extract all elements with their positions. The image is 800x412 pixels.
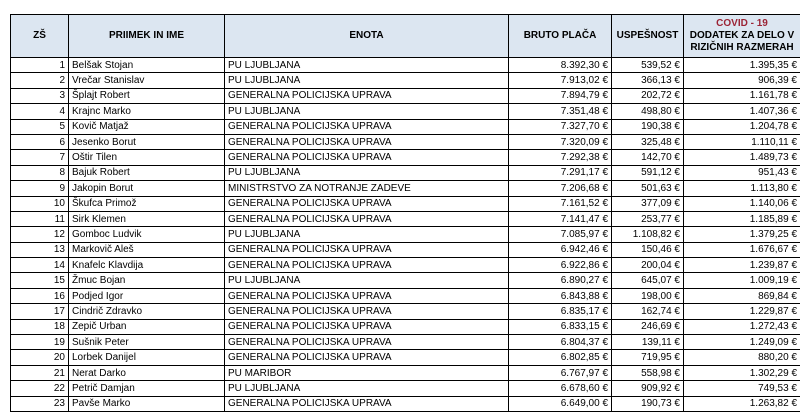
unit-name: GENERALNA POLICIJSKA UPRAVA [225, 211, 509, 226]
employee-name: Bajuk Robert [69, 165, 225, 180]
covid-allowance-value: 1.379,25 € [684, 227, 800, 242]
covid-allowance-value: 1.489,73 € [684, 150, 800, 165]
row-number: 17 [11, 304, 69, 319]
uspesnost-value: 498,80 € [612, 104, 684, 119]
employee-name: Jesenko Borut [69, 134, 225, 149]
bruto-value: 6.942,46 € [509, 242, 612, 257]
employee-name: Sušnik Peter [69, 335, 225, 350]
unit-name: PU LJUBLJANA [225, 104, 509, 119]
covid-allowance-value: 1.263,82 € [684, 396, 800, 411]
bruto-value: 7.320,09 € [509, 134, 612, 149]
table-row [11, 335, 800, 350]
unit-name: PU LJUBLJANA [225, 273, 509, 288]
uspesnost-value: 719,95 € [612, 350, 684, 365]
employee-name: Belšak Stojan [69, 58, 225, 73]
uspesnost-value: 200,04 € [612, 258, 684, 273]
unit-name: GENERALNA POLICIJSKA UPRAVA [225, 319, 509, 334]
table-row [11, 104, 800, 119]
unit-name: PU LJUBLJANA [225, 73, 509, 88]
row-number: 14 [11, 258, 69, 273]
uspesnost-value: 198,00 € [612, 288, 684, 303]
unit-name: PU LJUBLJANA [225, 381, 509, 396]
unit-name: PU LJUBLJANA [225, 227, 509, 242]
header-unit: ENOTA [225, 15, 509, 58]
employee-name: Oštir Tilen [69, 150, 225, 165]
bruto-value: 7.161,52 € [509, 196, 612, 211]
uspesnost-value: 150,46 € [612, 242, 684, 257]
table-row [11, 58, 800, 73]
employee-name: Kovič Matjaž [69, 119, 225, 134]
employee-name: Krajnc Marko [69, 104, 225, 119]
row-number: 19 [11, 335, 69, 350]
table-row [11, 134, 800, 149]
uspesnost-value: 190,73 € [612, 396, 684, 411]
row-number: 11 [11, 211, 69, 226]
bruto-value: 7.292,38 € [509, 150, 612, 165]
unit-name: GENERALNA POLICIJSKA UPRAVA [225, 396, 509, 411]
covid-allowance-value: 1.407,36 € [684, 104, 800, 119]
unit-name: GENERALNA POLICIJSKA UPRAVA [225, 288, 509, 303]
table-row [11, 381, 800, 396]
uspesnost-value: 246,69 € [612, 319, 684, 334]
bruto-value: 6.678,60 € [509, 381, 612, 396]
bruto-value: 7.085,97 € [509, 227, 612, 242]
table-row [11, 73, 800, 88]
covid-allowance-value: 1.302,29 € [684, 365, 800, 380]
uspesnost-value: 501,63 € [612, 181, 684, 196]
unit-name: PU LJUBLJANA [225, 165, 509, 180]
bruto-value: 6.890,27 € [509, 273, 612, 288]
uspesnost-value: 190,38 € [612, 119, 684, 134]
covid-allowance-value: 869,84 € [684, 288, 800, 303]
header-zs: ZŠ [11, 15, 69, 58]
covid-allowance-value: 951,43 € [684, 165, 800, 180]
header-row [11, 15, 800, 58]
salary-table-sheet [10, 14, 800, 412]
covid-allowance-value: 1.185,89 € [684, 211, 800, 226]
row-number: 15 [11, 273, 69, 288]
covid-allowance-value: 1.676,67 € [684, 242, 800, 257]
uspesnost-value: 377,09 € [612, 196, 684, 211]
employee-name: Markovič Aleš [69, 242, 225, 257]
employee-name: Knafelc Klavdija [69, 258, 225, 273]
employee-name: Žmuc Bojan [69, 273, 225, 288]
unit-name: GENERALNA POLICIJSKA UPRAVA [225, 196, 509, 211]
covid-allowance-value: 1.249,09 € [684, 335, 800, 350]
table-row [11, 273, 800, 288]
table-row [11, 304, 800, 319]
uspesnost-value: 909,92 € [612, 381, 684, 396]
header-name: PRIIMEK IN IME [69, 15, 225, 58]
employee-name: Nerat Darko [69, 365, 225, 380]
row-number: 16 [11, 288, 69, 303]
uspesnost-value: 366,13 € [612, 73, 684, 88]
header-uspesnost: USPEŠNOST [612, 15, 684, 58]
row-number: 18 [11, 319, 69, 334]
bruto-value: 6.833,15 € [509, 319, 612, 334]
header-bruto: BRUTO PLAČA [509, 15, 612, 58]
bruto-value: 7.291,17 € [509, 165, 612, 180]
bruto-value: 8.392,30 € [509, 58, 612, 73]
employee-name: Jakopin Borut [69, 181, 225, 196]
row-number: 22 [11, 381, 69, 396]
unit-name: GENERALNA POLICIJSKA UPRAVA [225, 150, 509, 165]
row-number: 3 [11, 88, 69, 103]
table-row [11, 196, 800, 211]
employee-name: Cindrič Zdravko [69, 304, 225, 319]
table-row [11, 211, 800, 226]
bruto-value: 6.922,86 € [509, 258, 612, 273]
unit-name: GENERALNA POLICIJSKA UPRAVA [225, 88, 509, 103]
employee-name: Vrečar Stanislav [69, 73, 225, 88]
row-number: 20 [11, 350, 69, 365]
uspesnost-value: 558,98 € [612, 365, 684, 380]
employee-name: Lorbek Danijel [69, 350, 225, 365]
employee-name: Zepič Urban [69, 319, 225, 334]
uspesnost-value: 139,11 € [612, 335, 684, 350]
covid-allowance-value: 1.110,11 € [684, 134, 800, 149]
row-number: 9 [11, 181, 69, 196]
covid-allowance-value: 1.239,87 € [684, 258, 800, 273]
covid-allowance-value: 1.140,06 € [684, 196, 800, 211]
row-number: 10 [11, 196, 69, 211]
row-number: 23 [11, 396, 69, 411]
salary-table [10, 14, 800, 412]
uspesnost-value: 539,52 € [612, 58, 684, 73]
covid-allowance-value: 1.113,80 € [684, 181, 800, 196]
table-row [11, 181, 800, 196]
uspesnost-value: 253,77 € [612, 211, 684, 226]
unit-name: GENERALNA POLICIJSKA UPRAVA [225, 350, 509, 365]
unit-name: GENERALNA POLICIJSKA UPRAVA [225, 242, 509, 257]
unit-name: GENERALNA POLICIJSKA UPRAVA [225, 304, 509, 319]
employee-name: Gomboc Ludvik [69, 227, 225, 242]
bruto-value: 6.804,37 € [509, 335, 612, 350]
header-covid [684, 15, 800, 58]
bruto-value: 6.802,85 € [509, 350, 612, 365]
row-number: 4 [11, 104, 69, 119]
row-number: 13 [11, 242, 69, 257]
uspesnost-value: 1.108,82 € [612, 227, 684, 242]
row-number: 2 [11, 73, 69, 88]
covid-allowance-value: 1.204,78 € [684, 119, 800, 134]
employee-name: Podjed Igor [69, 288, 225, 303]
table-row [11, 350, 800, 365]
table-body [11, 58, 800, 412]
covid-allowance-value: 1.009,19 € [684, 273, 800, 288]
table-row [11, 258, 800, 273]
table-row [11, 227, 800, 242]
unit-name: PU MARIBOR [225, 365, 509, 380]
table-row [11, 88, 800, 103]
table-row [11, 242, 800, 257]
bruto-value: 6.835,17 € [509, 304, 612, 319]
table-row [11, 319, 800, 334]
bruto-value: 7.141,47 € [509, 211, 612, 226]
employee-name: Sirk Klemen [69, 211, 225, 226]
bruto-value: 6.767,97 € [509, 365, 612, 380]
covid-allowance-value: 1.229,87 € [684, 304, 800, 319]
uspesnost-value: 591,12 € [612, 165, 684, 180]
bruto-value: 6.649,00 € [509, 396, 612, 411]
uspesnost-value: 142,70 € [612, 150, 684, 165]
bruto-value: 7.913,02 € [509, 73, 612, 88]
uspesnost-value: 162,74 € [612, 304, 684, 319]
row-number: 21 [11, 365, 69, 380]
covid-allowance-value: 1.161,78 € [684, 88, 800, 103]
unit-name: GENERALNA POLICIJSKA UPRAVA [225, 335, 509, 350]
employee-name: Šplajt Robert [69, 88, 225, 103]
uspesnost-value: 645,07 € [612, 273, 684, 288]
row-number: 12 [11, 227, 69, 242]
bruto-value: 7.327,70 € [509, 119, 612, 134]
row-number: 5 [11, 119, 69, 134]
unit-name: GENERALNA POLICIJSKA UPRAVA [225, 119, 509, 134]
row-number: 8 [11, 165, 69, 180]
employee-name: Petrič Damjan [69, 381, 225, 396]
bruto-value: 7.206,68 € [509, 181, 612, 196]
uspesnost-value: 325,48 € [612, 134, 684, 149]
covid-allowance-value: 1.395,35 € [684, 58, 800, 73]
employee-name: Škufca Primož [69, 196, 225, 211]
table-row [11, 165, 800, 180]
row-number: 1 [11, 58, 69, 73]
uspesnost-value: 202,72 € [612, 88, 684, 103]
row-number: 6 [11, 134, 69, 149]
covid-allowance-value: 906,39 € [684, 73, 800, 88]
table-row [11, 365, 800, 380]
unit-name: GENERALNA POLICIJSKA UPRAVA [225, 258, 509, 273]
header-covid-subtitle: DODATEK ZA DELO V RIZIČNIH RAZMERAH [690, 30, 794, 53]
covid-allowance-value: 1.272,43 € [684, 319, 800, 334]
covid-allowance-value: 880,20 € [684, 350, 800, 365]
unit-name: PU LJUBLJANA [225, 58, 509, 73]
row-number: 7 [11, 150, 69, 165]
bruto-value: 7.894,79 € [509, 88, 612, 103]
unit-name: GENERALNA POLICIJSKA UPRAVA [225, 134, 509, 149]
bruto-value: 7.351,48 € [509, 104, 612, 119]
bruto-value: 6.843,88 € [509, 288, 612, 303]
table-row [11, 150, 800, 165]
header-covid-title: COVID - 19 [687, 18, 797, 30]
covid-allowance-value: 749,53 € [684, 381, 800, 396]
table-row [11, 288, 800, 303]
employee-name: Pavše Marko [69, 396, 225, 411]
unit-name: MINISTRSTVO ZA NOTRANJE ZADEVE [225, 181, 509, 196]
table-row [11, 119, 800, 134]
table-row [11, 396, 800, 411]
